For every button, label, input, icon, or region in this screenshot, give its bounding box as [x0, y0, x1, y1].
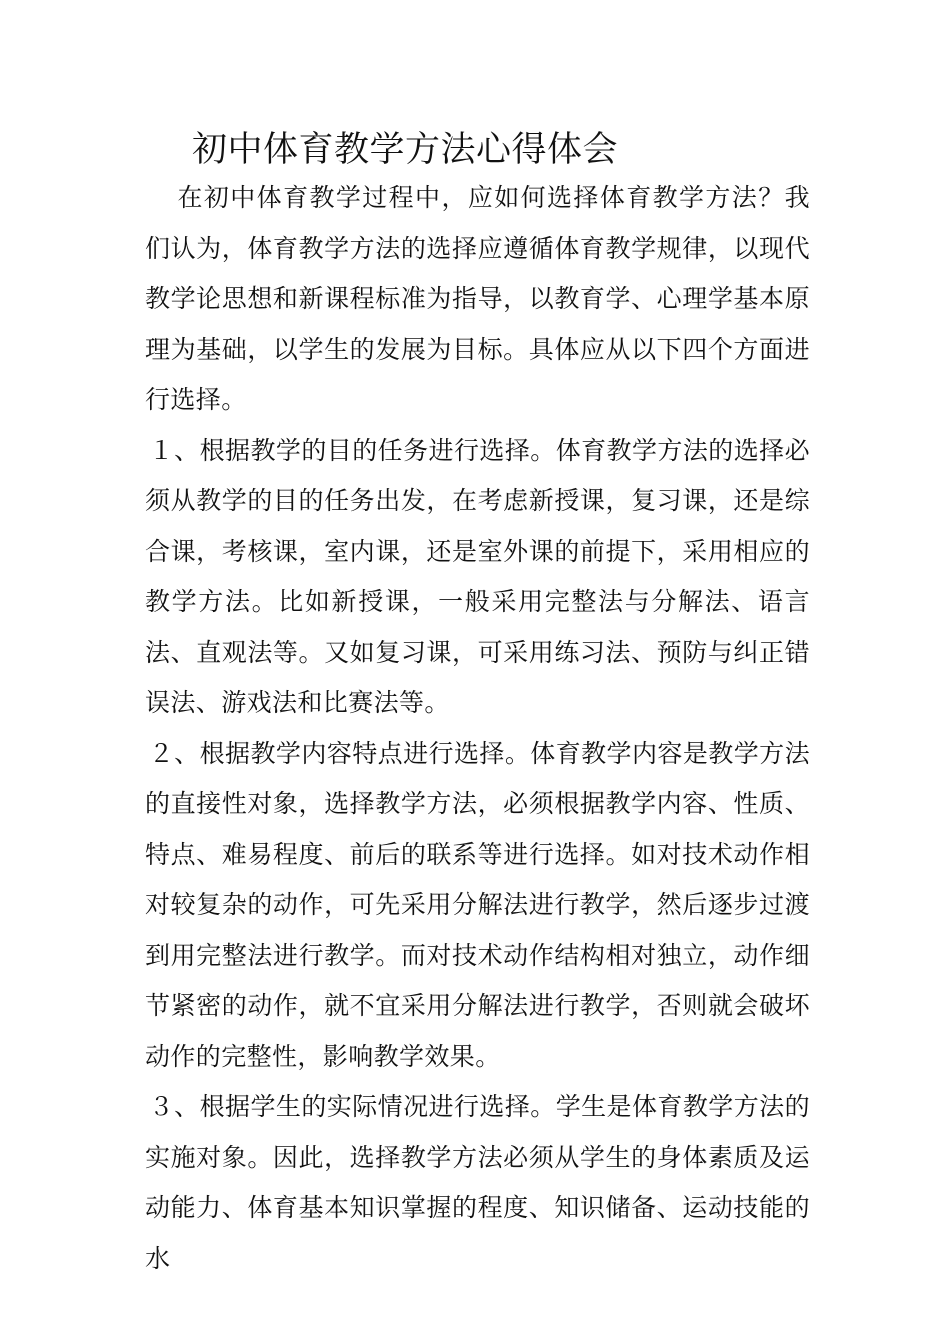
document-title: 初中体育教学方法心得体会 — [192, 130, 619, 170]
document-body — [145, 173, 810, 1284]
point-2-paragraph: ２、根据教学内容特点进行选择。体育教学内容是教学方法的直接性对象，选择教学方法，必须根据教学内容、性质、特点、难易程度、前后的联系等进行选择。如对技术动作相对较复杂的动作，可先采用分解法进行教学，然后逐步过渡到用完整法进行教学。而对技术动作结构相对独立，动作细节紧密的动作，就不宜采用分解法进行教学，否则就会破坏动作的完整性，影响教学效果。 — [145, 738, 810, 1071]
point-1-paragraph: １、根据教学的目的任务进行选择。体育教学方法的选择必须从教学的目的任务出发，在考虑新授课，复习课，还是综合课，考核课，室内课，还是室外课的前提下，采用相应的教学方法。比如新授课，一般采用完整法与分解法、语言法、直观法等。又如复习课，可采用练习法、预防与纠正错误法、游戏法和比赛法等。 — [145, 435, 810, 717]
point-3-paragraph: ３、根据学生的实际情况进行选择。学生是体育教学方法的实施对象。因此，选择教学方法必须从学生的身体素质及运动能力、体育基本知识掌握的程度、知识储备、运动技能的水 — [145, 1092, 810, 1273]
intro-paragraph: 在初中体育教学过程中，应如何选择体育教学方法？我们认为，体育教学方法的选择应遵循体育教学规律，以现代教学论思想和新课程标准为指导，以教育学、心理学基本原理为基础，以学生的发展为目标。具体应从以下四个方面进行选择。 — [145, 183, 810, 414]
